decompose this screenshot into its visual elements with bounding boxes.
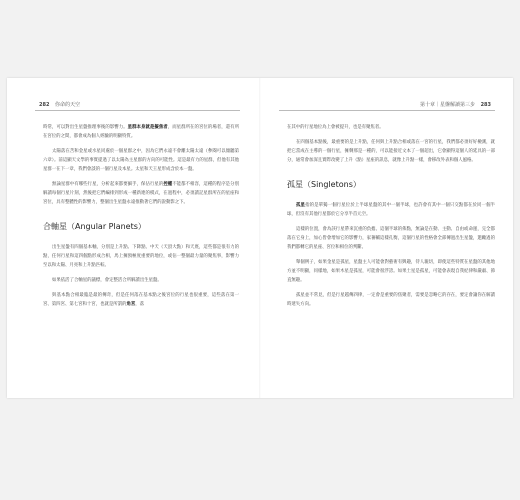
left-running-head: 你命的天空 bbox=[55, 102, 81, 108]
left-paragraph: 與基本點合相最臨是最的傳奇，但是任何落在基本點之後宮位的行星也很重要，這些落在第一宮、第四宮、第七宮和十宮，也就是所謂的角宮，落 bbox=[43, 293, 239, 307]
section-heading-angular-planets: 合軸星（Angular Planets） bbox=[43, 222, 146, 231]
left-paragraph: 出生星盤有四個基本軸，分別是上升點、下降點、中天（天頂大點）和天底，這些都是很有力的點，任何行星和這四個點形成合相，馬上擁預極度重要的地位，或佔一整個最力量的聚焦事，影響力至以和太陽、月亮和上升點匹較。 bbox=[43, 245, 239, 268]
left-paragraph: 無論星群中有哪些行星，分析起來都要細手，保佔行星的控權不能都不相容，這種的程序是分別解讀每個行星片刻，然後把它們編排到形成一種新連的模式，在過程中，必須讀記星群所在的星座和宮位，具有整體性的影響力，整個出生星盤永遠推動著它們的說動影之下。 bbox=[43, 182, 239, 205]
bold-phrase: 星群本身就是擬焦者 bbox=[127, 125, 168, 130]
right-page bbox=[267, 78, 513, 398]
right-paragraph: 這樣的位置，會為該行星帶來沉重的負擔。這個半球的佈點，無論是在動、主動、自由或命運，完全都落在它身上，加心皆會增加它的影響力，家蕃輔這樣孔衡，這個行星的性格會全部傳過出生星盤，邀勵過的我們都轉它的星座、宮位和相位的判斷。 bbox=[287, 227, 495, 250]
left-page-body bbox=[43, 123, 239, 315]
bold-phrase: 角宮 bbox=[126, 302, 136, 307]
bold-phrase: 控權 bbox=[163, 182, 173, 187]
section-heading-singletons: 孤星（Singletons） bbox=[287, 180, 361, 189]
book-gutter bbox=[259, 78, 261, 398]
book-spread bbox=[7, 78, 513, 398]
right-page-header bbox=[420, 102, 495, 108]
bold-phrase: 孤星 bbox=[296, 203, 306, 208]
right-paragraph: 在其中的行星地位為上會被提升，也是有聚焦者。 bbox=[287, 125, 384, 130]
left-paragraph: 如果依活了合軸星的議標，會定整活合所解讀出生星盤。 bbox=[52, 278, 162, 283]
right-paragraph: 孤星指的是單獨一個行星位於上半球星盤的其中一個半球，也許會有其中一個只交點都在於同一個半球，但沒有其他行星都於它分享半首元空。 bbox=[287, 203, 495, 217]
right-paragraph: 孤星並不常見，但是行星越傳四律，一定會是重要的焦聚者，需要是忽略它的存在，要定會讓你在解讀時迷失方向。 bbox=[287, 293, 495, 307]
left-header-rule bbox=[35, 110, 240, 111]
left-paragraph: 太陽落在苦和金星或水星同處於一個星群之中，因為它們永遠不會離太陽太遠（參閱可以傾聽第六章）。前這顯天文學的事實提過了以太陽為主星群的方向的可能性。這是最有力的星群，但他有其他星群一在下一章，我們會談的一個行星及本星。太星和天王星形成含於本一盤。 bbox=[43, 149, 239, 172]
left-paragraph: 時常，可以對出生星盤推理事後的影響力。星群本身就是擬焦者，而星群所在的宮位的場者，還有所在宮位的之間，都會成為個人經驗的明顯特質。 bbox=[43, 125, 239, 139]
right-running-head: 第十章｜星盤解讀第三步 bbox=[419, 102, 475, 108]
right-header-rule bbox=[279, 110, 495, 111]
left-page-header bbox=[35, 102, 80, 108]
left-page-number: 282 bbox=[39, 102, 50, 108]
right-page-body bbox=[287, 123, 495, 315]
right-paragraph: 舉個例子，如果金星是孤星，星盤主人可能會對藝術有興趣，待人親切，即使這些特質在星盤的其他地方並不明顯，同樣地，如果木星是孤星，可能會很浮誇。如果土星是孤星，可能會表現自我紀律和嚴肅、節直無趣。 bbox=[287, 260, 495, 283]
right-page-number: 283 bbox=[480, 102, 491, 108]
right-paragraph: 在四個基本點後，最重要的是上升點，任何與上升點合相或落在一宮的行星，我們都必須好好檢測，就把它當成在主導的一個行星，擁剩那是一種的，可以能接近文本了一個超出，它會顯得這個人的延具的一部分，通常會加深且實際改變了上升（點）星座的訊息，就像上升點一樣，會移改外表和個人風格。 bbox=[287, 140, 495, 163]
left-page bbox=[7, 78, 253, 398]
